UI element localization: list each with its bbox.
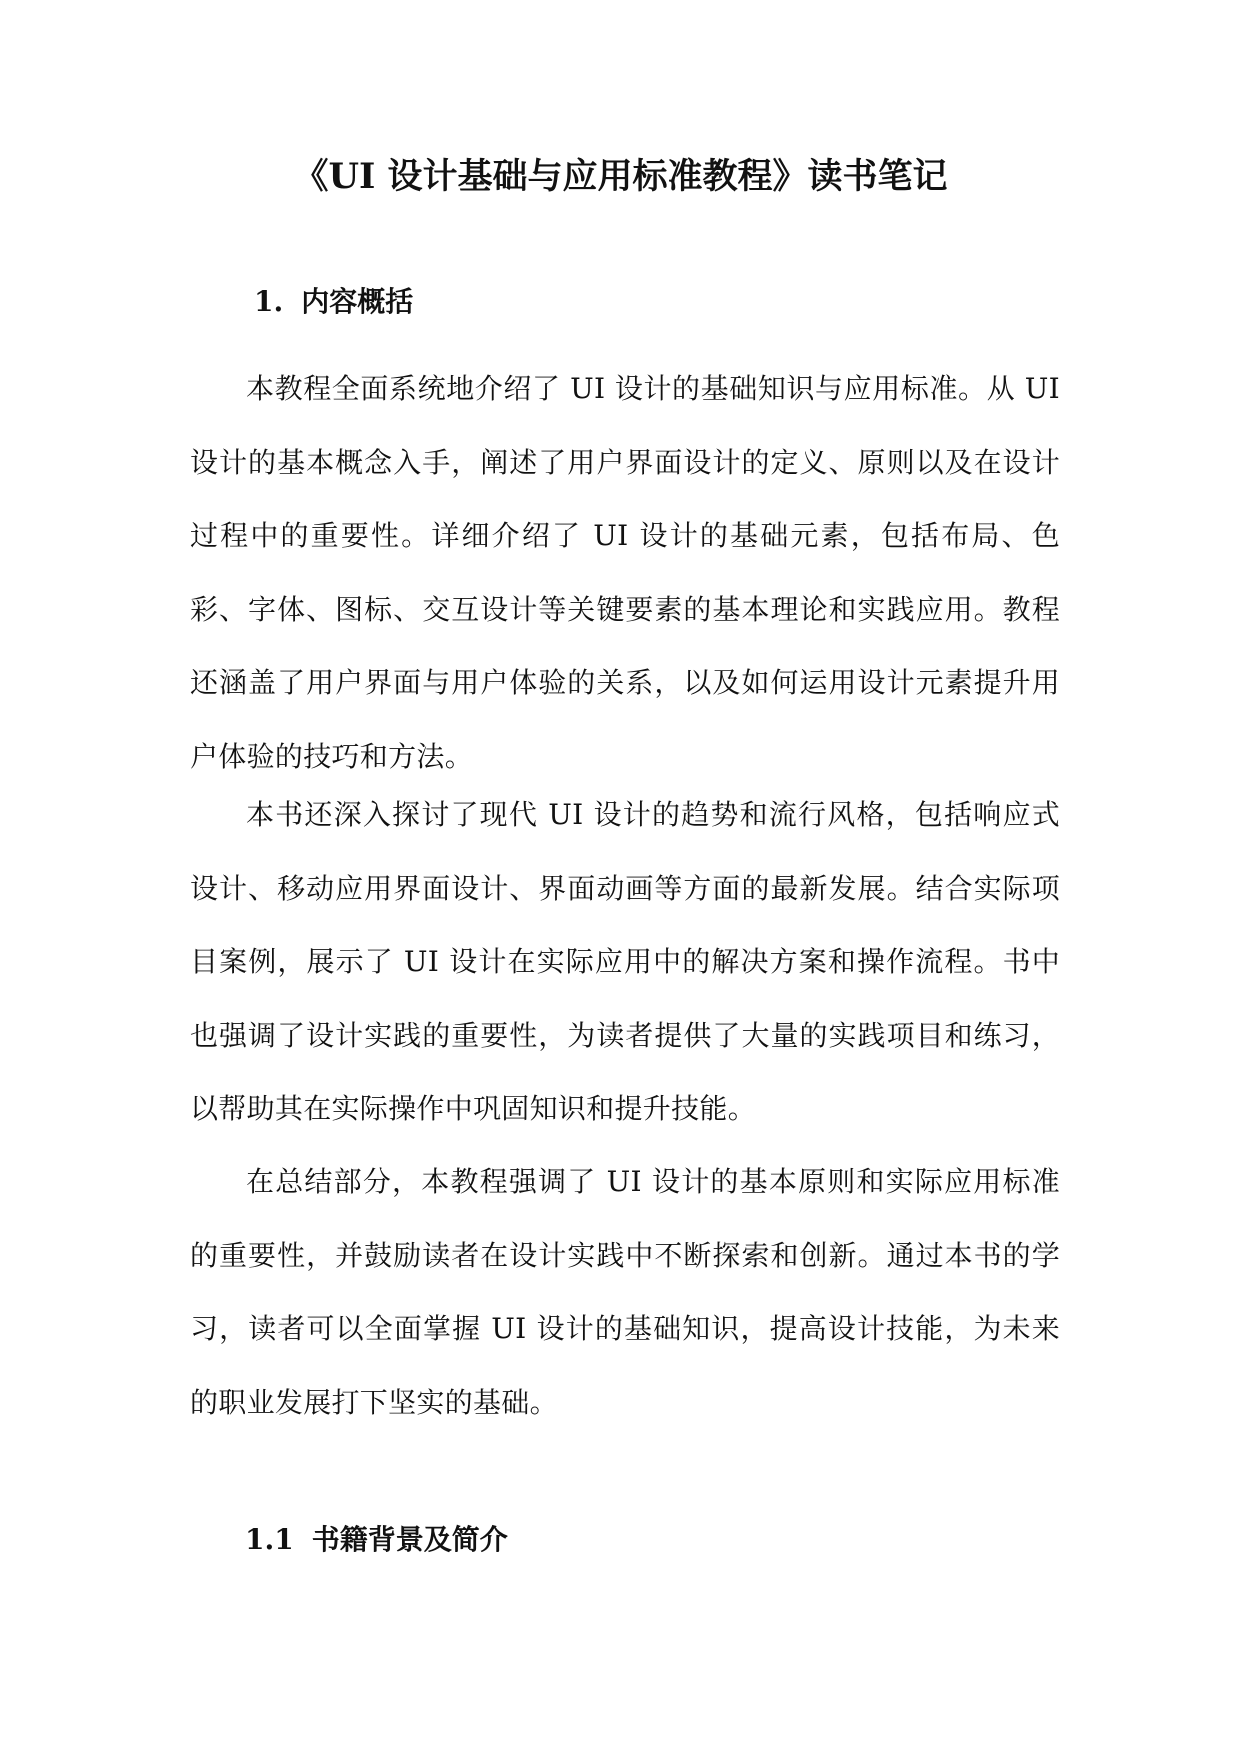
- paragraph-summary: 在总结部分，本教程强调了 UI 设计的基本原则和实际应用标准的重要性，并鼓励读者在设计实践中不断探索和创新。通过本书的学习，读者可以全面掌握 UI 设计的基础知识，提高设计技能，为未来的职业发展打下坚实的基础。: [190, 1165, 1060, 1419]
- document-title: 《UI 设计基础与应用标准教程》读书笔记: [293, 156, 948, 197]
- paragraph-overview: 本教程全面系统地介绍了 UI 设计的基础知识与应用标准。从 UI 设计的基本概念入手，阐述了用户界面设计的定义、原则以及在设计过程中的重要性。详细介绍了 UI 设计的基础元素，包括布局、色彩、字体、图标、交互设计等关键要素的基本理论和实践应用。教程还涵盖了用户界面与用户体验的关系，以及如何运用设计元素提升用户体验的技巧和方法。: [190, 372, 1060, 773]
- section-heading-content-summary: [254, 282, 413, 322]
- section-heading-text: 书籍背景及简介: [311, 1523, 508, 1556]
- section-number: 1.1: [245, 1523, 294, 1556]
- paragraph-trends: 本书还深入探讨了现代 UI 设计的趋势和流行风格，包括响应式设计、移动应用界面设计、界面动画等方面的最新发展。结合实际项目案例，展示了 UI 设计在实际应用中的解决方案和操作流程。书中也强调了设计实践的重要性，为读者提供了大量的实践项目和练习，以帮助其在实际操作中巩固知识和提升技能。: [190, 798, 1060, 1125]
- section-number: 1.: [254, 285, 284, 318]
- section-heading-book-background: [245, 1520, 508, 1560]
- section-heading-text: 内容概括: [301, 285, 414, 318]
